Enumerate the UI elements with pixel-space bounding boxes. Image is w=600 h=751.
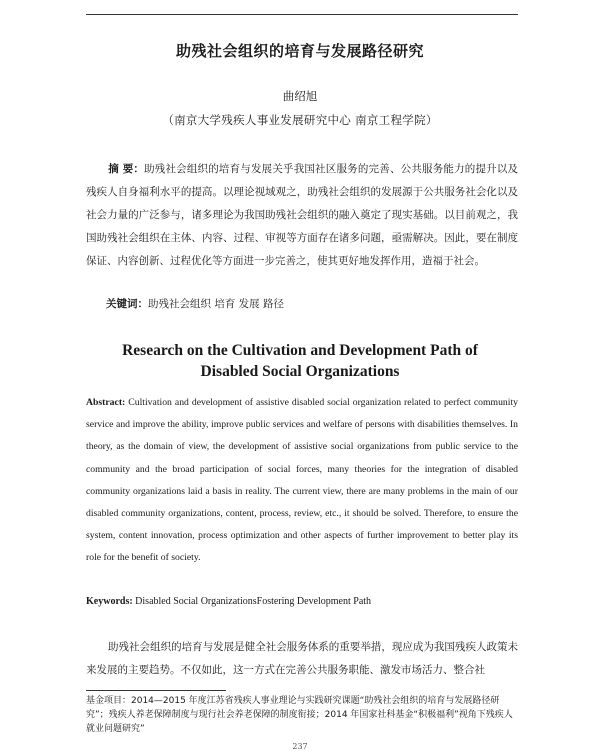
chinese-abstract-label: 摘 要： <box>108 163 145 175</box>
chinese-abstract <box>86 158 518 273</box>
english-keywords-label: Keywords: <box>86 596 133 607</box>
english-abstract <box>86 392 518 570</box>
footnote: 基金项目：2014—2015 年度江苏省残疾人事业理论与实践研究课题“助残社会组织的培育与发展路径研究”；残疾人养老保障制度与现行社会养老保障的制度衔接；2014 年国家社科基金“积极福利”视角下残疾人就业问题研究” <box>86 696 513 734</box>
english-title <box>0 340 600 382</box>
english-abstract-text: Cultivation and development of assistive disabled social organization related to perfect community service and improve the ability, improve public services and welfare of persons with disabilities themselves. In theory, as the domain of view, the development of assistive social organizations from public service to the community and the broad participation of social forces, many theories for the integration of disabled community organizations laid a basis in reality. The current view, there are many problems in the main of our disabled community organizations, content, process, review, etc., it should be solved. Therefore, to ensure the system, content innovation, process optimization and other aspects of further improvement to better play its role for the benefit of society. <box>86 397 518 564</box>
english-title-line-2: Disabled Social Organizations <box>200 363 400 380</box>
english-keywords <box>86 596 518 607</box>
header-rule <box>86 14 518 15</box>
affiliation: （南京大学残疾人事业发展研究中心 南京工程学院） <box>162 113 438 127</box>
english-title-line-1: Research on the Cultivation and Development Path of <box>122 342 478 359</box>
body-paragraph <box>86 636 518 682</box>
chinese-abstract-text: 助残社会组织的培育与发展关乎我国社区服务的完善、公共服务能力的提升以及残疾人自身福利水平的提高。以理论视域观之，助残社会组织的发展源于公共服务社会化以及社会力量的广泛参与，诸多理论为我国助残社会组织的融入奠定了现实基础。以目前观之，我国助残社会组织在主体、内容、过程、审视等方面存在诸多问题，亟需解决。因此，要在制度保证、内容创新、过程优化等方面进一步完善之，使其更好地发挥作用，造福于社会。 <box>86 163 519 267</box>
chinese-keywords <box>106 296 526 311</box>
english-abstract-label: Abstract: <box>86 397 126 408</box>
chinese-title: 助残社会组织的培育与发展路径研究 <box>175 42 424 60</box>
page-number: 237 <box>292 742 308 751</box>
chinese-keywords-label: 关键词： <box>106 298 148 310</box>
author-name: 曲绍旭 <box>282 89 318 103</box>
footnote-rule <box>86 690 226 691</box>
body-paragraph-text: 助残社会组织的培育与发展是健全社会服务体系的重要举措，现应成为我国残疾人政策未来发展的主要趋势。不仅如此，这一方式在完善公共服务职能、激发市场活力、整合社 <box>86 641 518 676</box>
english-keywords-text: Disabled Social OrganizationsFostering Development Path <box>132 596 372 607</box>
chinese-keywords-text: 助残社会组织 培育 发展 路径 <box>148 298 285 310</box>
